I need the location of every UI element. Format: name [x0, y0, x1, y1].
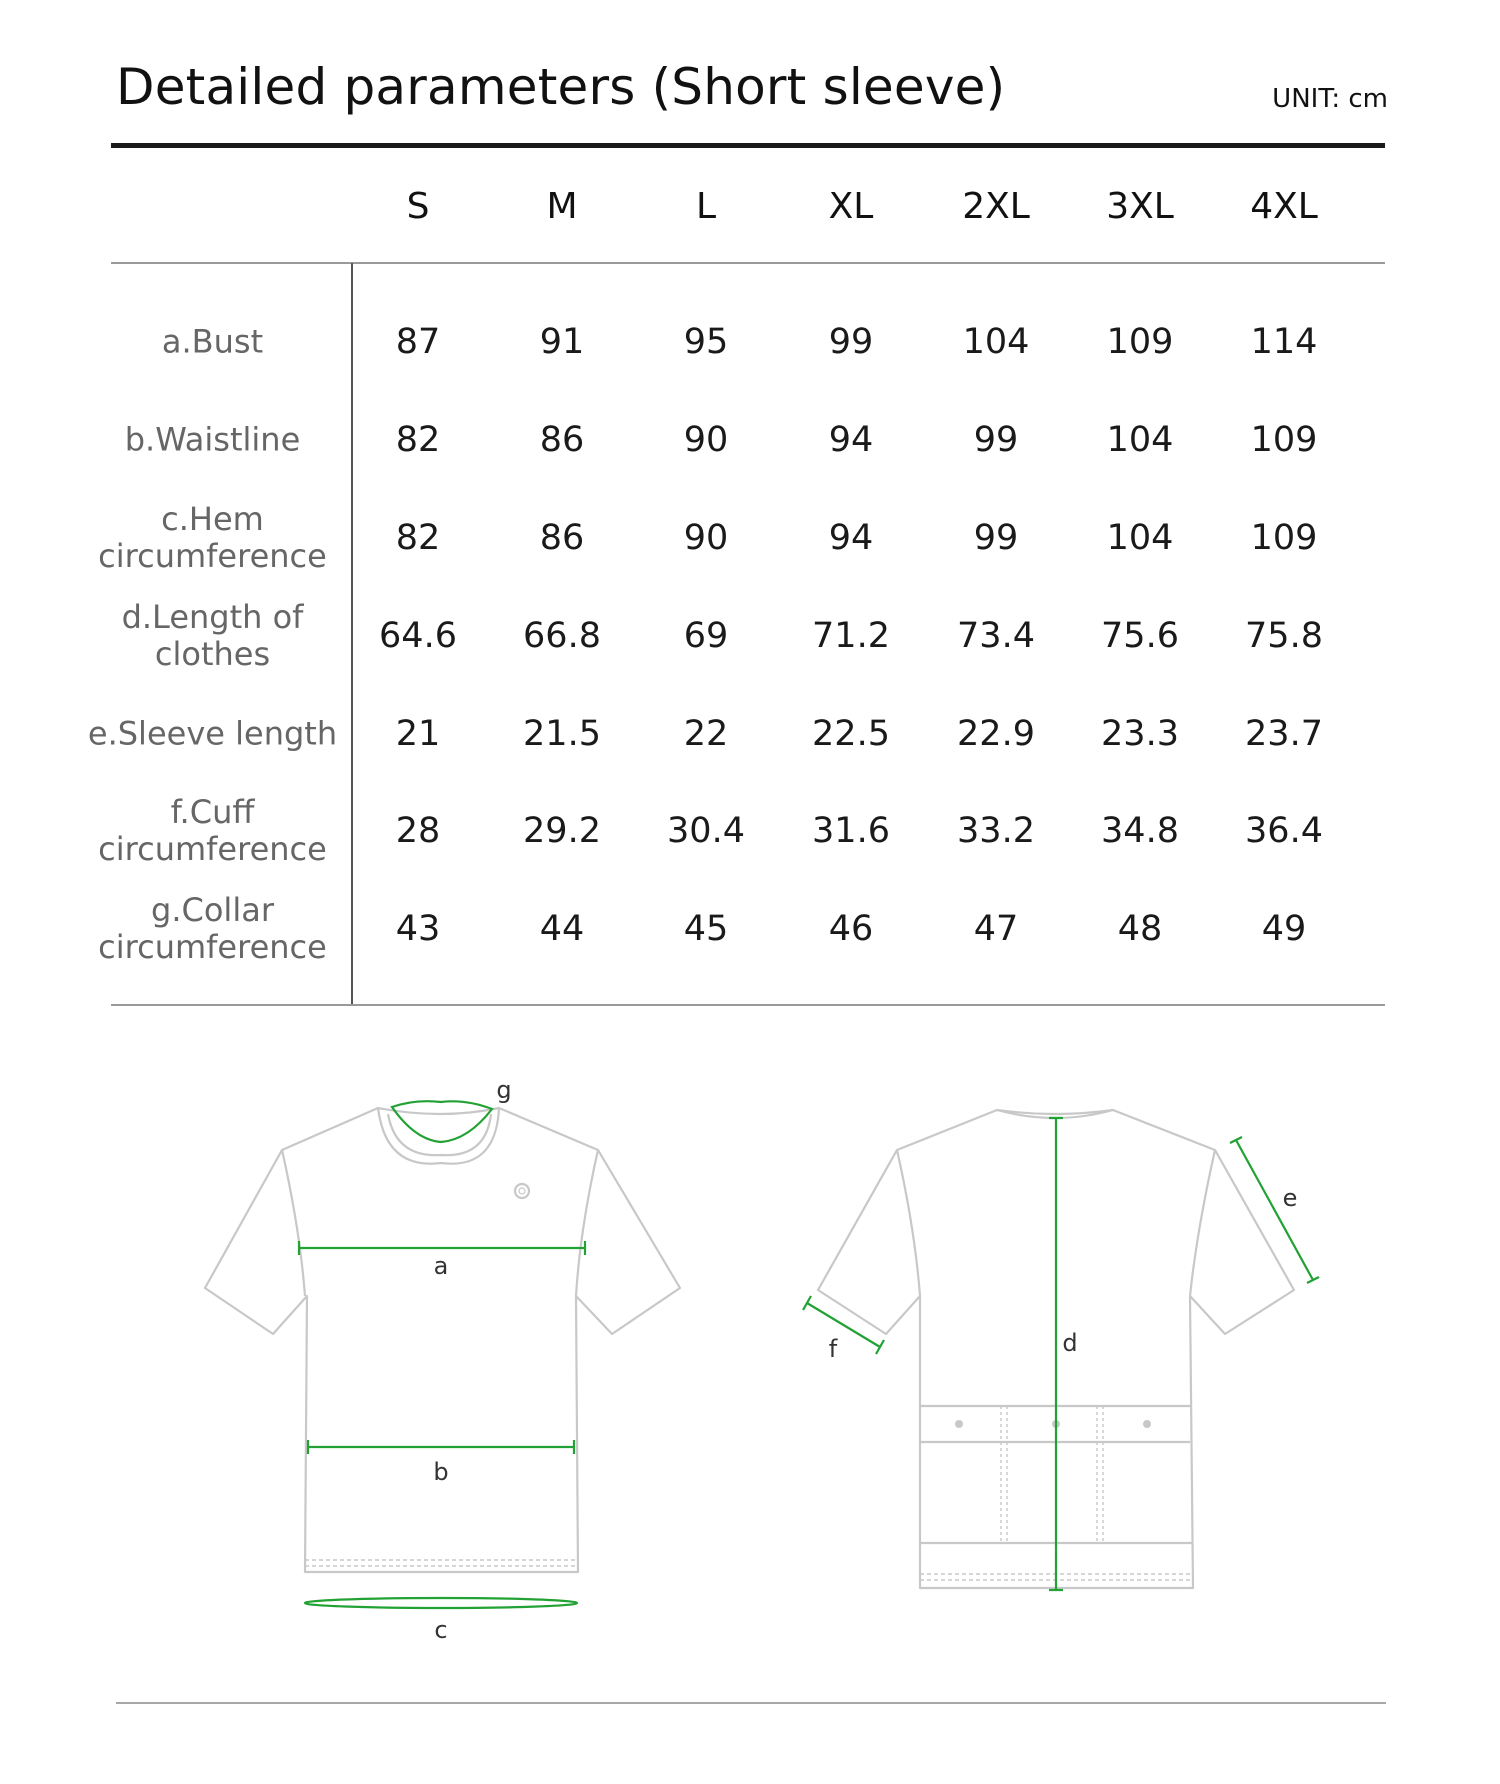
table-cell: 104 — [1106, 420, 1174, 460]
row-label-line: f.Cuff — [170, 793, 255, 831]
table-cell: 109 — [1250, 420, 1318, 460]
row-label-line: a.Bust — [161, 322, 264, 361]
table-cell: 47 — [973, 909, 1019, 949]
size-header: 4XL — [1250, 186, 1318, 227]
table-cell: 104 — [1106, 518, 1174, 558]
size-header: 2XL — [962, 186, 1030, 227]
measure-b-waist — [308, 1440, 574, 1454]
measure-g-collar — [392, 1101, 492, 1142]
table-cell: 22.5 — [812, 714, 890, 754]
header-divider — [111, 143, 1385, 148]
table-cell: 90 — [683, 420, 729, 460]
measure-c-hem — [305, 1598, 577, 1608]
table-cell: 99 — [973, 420, 1019, 460]
row-label — [80, 501, 345, 575]
table-cell: 45 — [683, 909, 729, 949]
row-label — [80, 422, 345, 459]
table-cell: 94 — [828, 420, 874, 460]
table-cell: 90 — [683, 518, 729, 558]
table-cell: 91 — [539, 322, 585, 362]
table-cell: 31.6 — [812, 811, 890, 851]
row-label — [80, 599, 345, 673]
label-b: b — [433, 1458, 449, 1486]
table-cell: 28 — [395, 811, 441, 851]
page-title: Detailed parameters (Short sleeve) — [116, 58, 1006, 116]
table-cell: 36.4 — [1245, 811, 1323, 851]
label-column-divider — [351, 263, 353, 1004]
row-label — [80, 716, 345, 753]
row-label-line: circumference — [98, 830, 327, 868]
table-cell: 109 — [1250, 518, 1318, 558]
table-cell: 49 — [1261, 909, 1307, 949]
table-cell: 114 — [1250, 322, 1318, 362]
table-cell: 48 — [1117, 909, 1163, 949]
table-cell: 71.2 — [812, 616, 890, 656]
table-cell: 21.5 — [523, 714, 601, 754]
table-cell: 66.8 — [523, 616, 601, 656]
label-g: g — [496, 1076, 512, 1104]
table-cell: 94 — [828, 518, 874, 558]
table-cell: 86 — [539, 518, 585, 558]
unit-label: UNIT: cm — [1272, 84, 1388, 114]
size-header: L — [695, 186, 717, 227]
table-cell: 23.3 — [1101, 714, 1179, 754]
table-cell: 64.6 — [379, 616, 457, 656]
label-f: f — [828, 1335, 838, 1363]
label-d: d — [1062, 1329, 1078, 1357]
front-measure-lines — [299, 1101, 585, 1608]
table-cell: 34.8 — [1101, 811, 1179, 851]
label-a: a — [433, 1252, 449, 1280]
table-cell: 82 — [395, 420, 441, 460]
table-cell: 22 — [683, 714, 729, 754]
row-label — [80, 794, 345, 868]
row-label-line: g.Collar — [151, 891, 274, 929]
row-label — [80, 892, 345, 966]
row-label-line: d.Length of — [121, 598, 304, 636]
table-cell: 30.4 — [667, 811, 745, 851]
table-cell: 75.6 — [1101, 616, 1179, 656]
row-label-line: b.Waistline — [124, 420, 301, 459]
size-header: 3XL — [1106, 186, 1174, 227]
table-cell: 82 — [395, 518, 441, 558]
row-label-line: c.Hem — [161, 500, 264, 538]
front-shirt-illustration — [205, 1108, 680, 1572]
row-label-line: clothes — [154, 635, 271, 673]
table-cell: 87 — [395, 322, 441, 362]
table-cell: 22.9 — [957, 714, 1035, 754]
garment-diagram — [0, 1040, 1500, 1680]
size-header: M — [546, 186, 578, 227]
table-cell: 69 — [683, 616, 729, 656]
table-cell: 44 — [539, 909, 585, 949]
table-cell: 43 — [395, 909, 441, 949]
table-cell: 75.8 — [1245, 616, 1323, 656]
row-label-line: circumference — [98, 537, 327, 575]
table-cell: 33.2 — [957, 811, 1035, 851]
table-cell: 73.4 — [957, 616, 1035, 656]
measure-e-sleeve — [1230, 1137, 1319, 1283]
table-cell: 23.7 — [1245, 714, 1323, 754]
table-cell: 104 — [962, 322, 1030, 362]
table-cell: 46 — [828, 909, 874, 949]
back-measure-lines — [803, 1118, 1319, 1590]
row-label-line: e.Sleeve length — [87, 714, 338, 753]
table-cell: 95 — [683, 322, 729, 362]
size-header: XL — [828, 186, 874, 227]
row-label-line: circumference — [98, 928, 327, 966]
table-cell: 86 — [539, 420, 585, 460]
table-cell: 21 — [395, 714, 441, 754]
table-bottom-divider — [111, 1004, 1385, 1006]
table-cell: 109 — [1106, 322, 1174, 362]
row-label — [80, 324, 345, 361]
table-cell: 29.2 — [523, 811, 601, 851]
measure-d-length — [1049, 1118, 1063, 1590]
table-cell: 99 — [973, 518, 1019, 558]
label-e: e — [1282, 1184, 1298, 1212]
table-header-divider — [111, 262, 1385, 264]
footer-divider — [116, 1702, 1386, 1704]
label-c: c — [434, 1616, 448, 1644]
table-cell: 99 — [828, 322, 874, 362]
size-header: S — [406, 186, 430, 227]
